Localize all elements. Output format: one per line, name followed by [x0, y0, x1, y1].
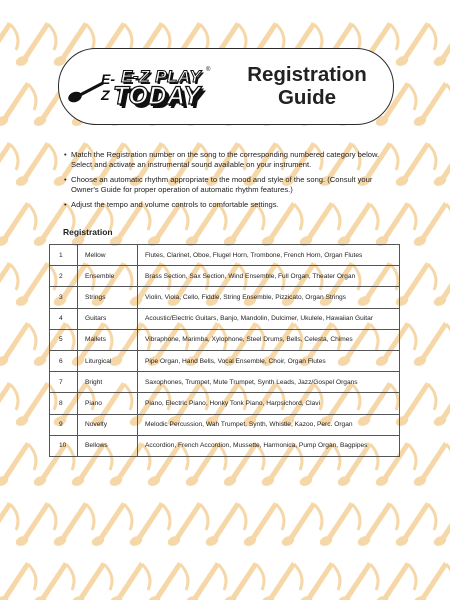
note-pattern-mark [32, 562, 74, 600]
instructions-list [64, 150, 394, 215]
registration-number: 7 [50, 372, 78, 393]
note-pattern-mark [412, 562, 450, 600]
table-row [50, 435, 400, 456]
note-pattern-mark [166, 502, 208, 548]
registration-number: 6 [50, 350, 78, 371]
table-row [50, 329, 400, 350]
note-pattern-mark [0, 22, 18, 68]
note-pattern-mark [412, 322, 450, 368]
registration-number: 10 [50, 435, 78, 456]
table-row [50, 372, 400, 393]
note-pattern-mark [70, 562, 112, 600]
category-name: Mellow [78, 245, 138, 266]
header-banner [58, 48, 394, 125]
note-pattern-mark [222, 562, 264, 600]
instrument-list: Vibraphone, Marimba, Xylophone, Steel Drums, Bells, Celesta, Chimes [138, 329, 400, 350]
note-pattern-mark [394, 262, 436, 308]
instrument-list: Accordion, French Accordion, Mussette, Harmonica, Pump Organ, Bagpipes [138, 435, 400, 456]
category-name: Mallets [78, 329, 138, 350]
note-pattern-mark [394, 382, 436, 428]
table-row [50, 287, 400, 308]
note-pattern-mark [0, 82, 36, 128]
instruction-item: • Match the Registration number on the song to the corresponding numbered category below. Select and activate an instrumental sound available on your instrument. [64, 150, 394, 170]
note-pattern-mark [14, 502, 56, 548]
note-pattern-mark [108, 562, 150, 600]
note-pattern-mark [146, 562, 188, 600]
note-pattern-mark [0, 562, 36, 600]
note-pattern-mark [184, 562, 226, 600]
note-pattern-mark [260, 562, 302, 600]
instrument-list: Saxophones, Trumpet, Mute Trumpet, Synth Leads, Jazz/Gospel Organs [138, 372, 400, 393]
note-pattern-mark [336, 562, 378, 600]
note-pattern-mark [14, 142, 56, 188]
category-name: Piano [78, 393, 138, 414]
title-line-2: Guide [277, 86, 337, 109]
note-pattern-mark [0, 382, 18, 428]
instrument-list: Pipe Organ, Hand Bells, Vocal Ensemble, Choir, Organ Flutes [138, 350, 400, 371]
registration-table [49, 244, 400, 457]
instrument-list: Piano, Electric Piano, Honky Tonk Piano, Harpsichord, Clavi [138, 393, 400, 414]
note-pattern-mark [0, 322, 36, 368]
note-pattern-mark [90, 502, 132, 548]
note-pattern-mark [0, 502, 18, 548]
registration-number: 9 [50, 414, 78, 435]
category-name: Strings [78, 287, 138, 308]
logo-play-text: E-Z PLAY [121, 67, 202, 86]
category-name: Bright [78, 372, 138, 393]
note-pattern-mark [412, 202, 450, 248]
note-pattern-mark [412, 82, 450, 128]
table-row [50, 245, 400, 266]
note-pattern-mark [0, 442, 36, 488]
registration-number: 2 [50, 266, 78, 287]
note-pattern-mark [242, 502, 284, 548]
note-pattern-mark [204, 502, 246, 548]
category-name: Guitars [78, 308, 138, 329]
note-pattern-mark [128, 502, 170, 548]
note-pattern-mark [412, 442, 450, 488]
registration-heading: Registration [63, 227, 113, 237]
instruction-item: • Choose an automatic rhythm appropriate to the mood and style of the song. (Consult your Owner's Guide for proper operation of automatic rhythm features.) [64, 175, 394, 195]
note-pattern-mark [394, 502, 436, 548]
registered-mark: ® [206, 67, 211, 73]
table-row [50, 350, 400, 371]
instrument-list: Violin, Viola, Cello, Fiddle, String Ensemble, Pizzicato, Organ Strings [138, 287, 400, 308]
registration-number: 3 [50, 287, 78, 308]
note-pattern-mark [356, 502, 398, 548]
logo-today-text: TODAY [113, 82, 201, 110]
note-pattern-mark [0, 142, 18, 188]
note-pattern-mark [0, 262, 18, 308]
registration-number: 5 [50, 329, 78, 350]
registration-number: 8 [50, 393, 78, 414]
instruction-item: • Adjust the tempo and volume controls to comfortable settings. [64, 200, 394, 210]
note-pattern-mark [280, 502, 322, 548]
category-name: Ensemble [78, 266, 138, 287]
category-name: Bellows [78, 435, 138, 456]
title-line-1: Registration [247, 63, 367, 86]
category-name: Liturgical [78, 350, 138, 371]
instrument-list: Acoustic/Electric Guitars, Banjo, Mandolin, Dulcimer, Ukulele, Hawaiian Guitar [138, 308, 400, 329]
instrument-list: Flutes, Clarinet, Oboe, Flugel Horn, Trombone, French Horn, Organ Flutes [138, 245, 400, 266]
table-row [50, 393, 400, 414]
instrument-list: Melodic Percussion, Wah Trumpet, Synth, Whistle, Kazoo, Perc. Organ [138, 414, 400, 435]
note-pattern-mark [394, 142, 436, 188]
registration-number: 1 [50, 245, 78, 266]
logo-ez-text: E-Z [101, 71, 115, 103]
table-row [50, 308, 400, 329]
note-pattern-mark [318, 502, 360, 548]
note-pattern-mark [52, 502, 94, 548]
ez-play-today-logo [65, 61, 215, 111]
table-row [50, 414, 400, 435]
category-name: Novelty [78, 414, 138, 435]
table-row [50, 266, 400, 287]
note-pattern-mark [374, 562, 416, 600]
note-pattern-mark [14, 22, 56, 68]
note-pattern-mark [298, 562, 340, 600]
note-pattern-mark [394, 22, 436, 68]
registration-number: 4 [50, 308, 78, 329]
page-title [227, 63, 387, 109]
note-pattern-mark [0, 202, 36, 248]
instrument-list: Brass Section, Sax Section, Wind Ensemble, Full Organ, Theater Organ [138, 266, 400, 287]
